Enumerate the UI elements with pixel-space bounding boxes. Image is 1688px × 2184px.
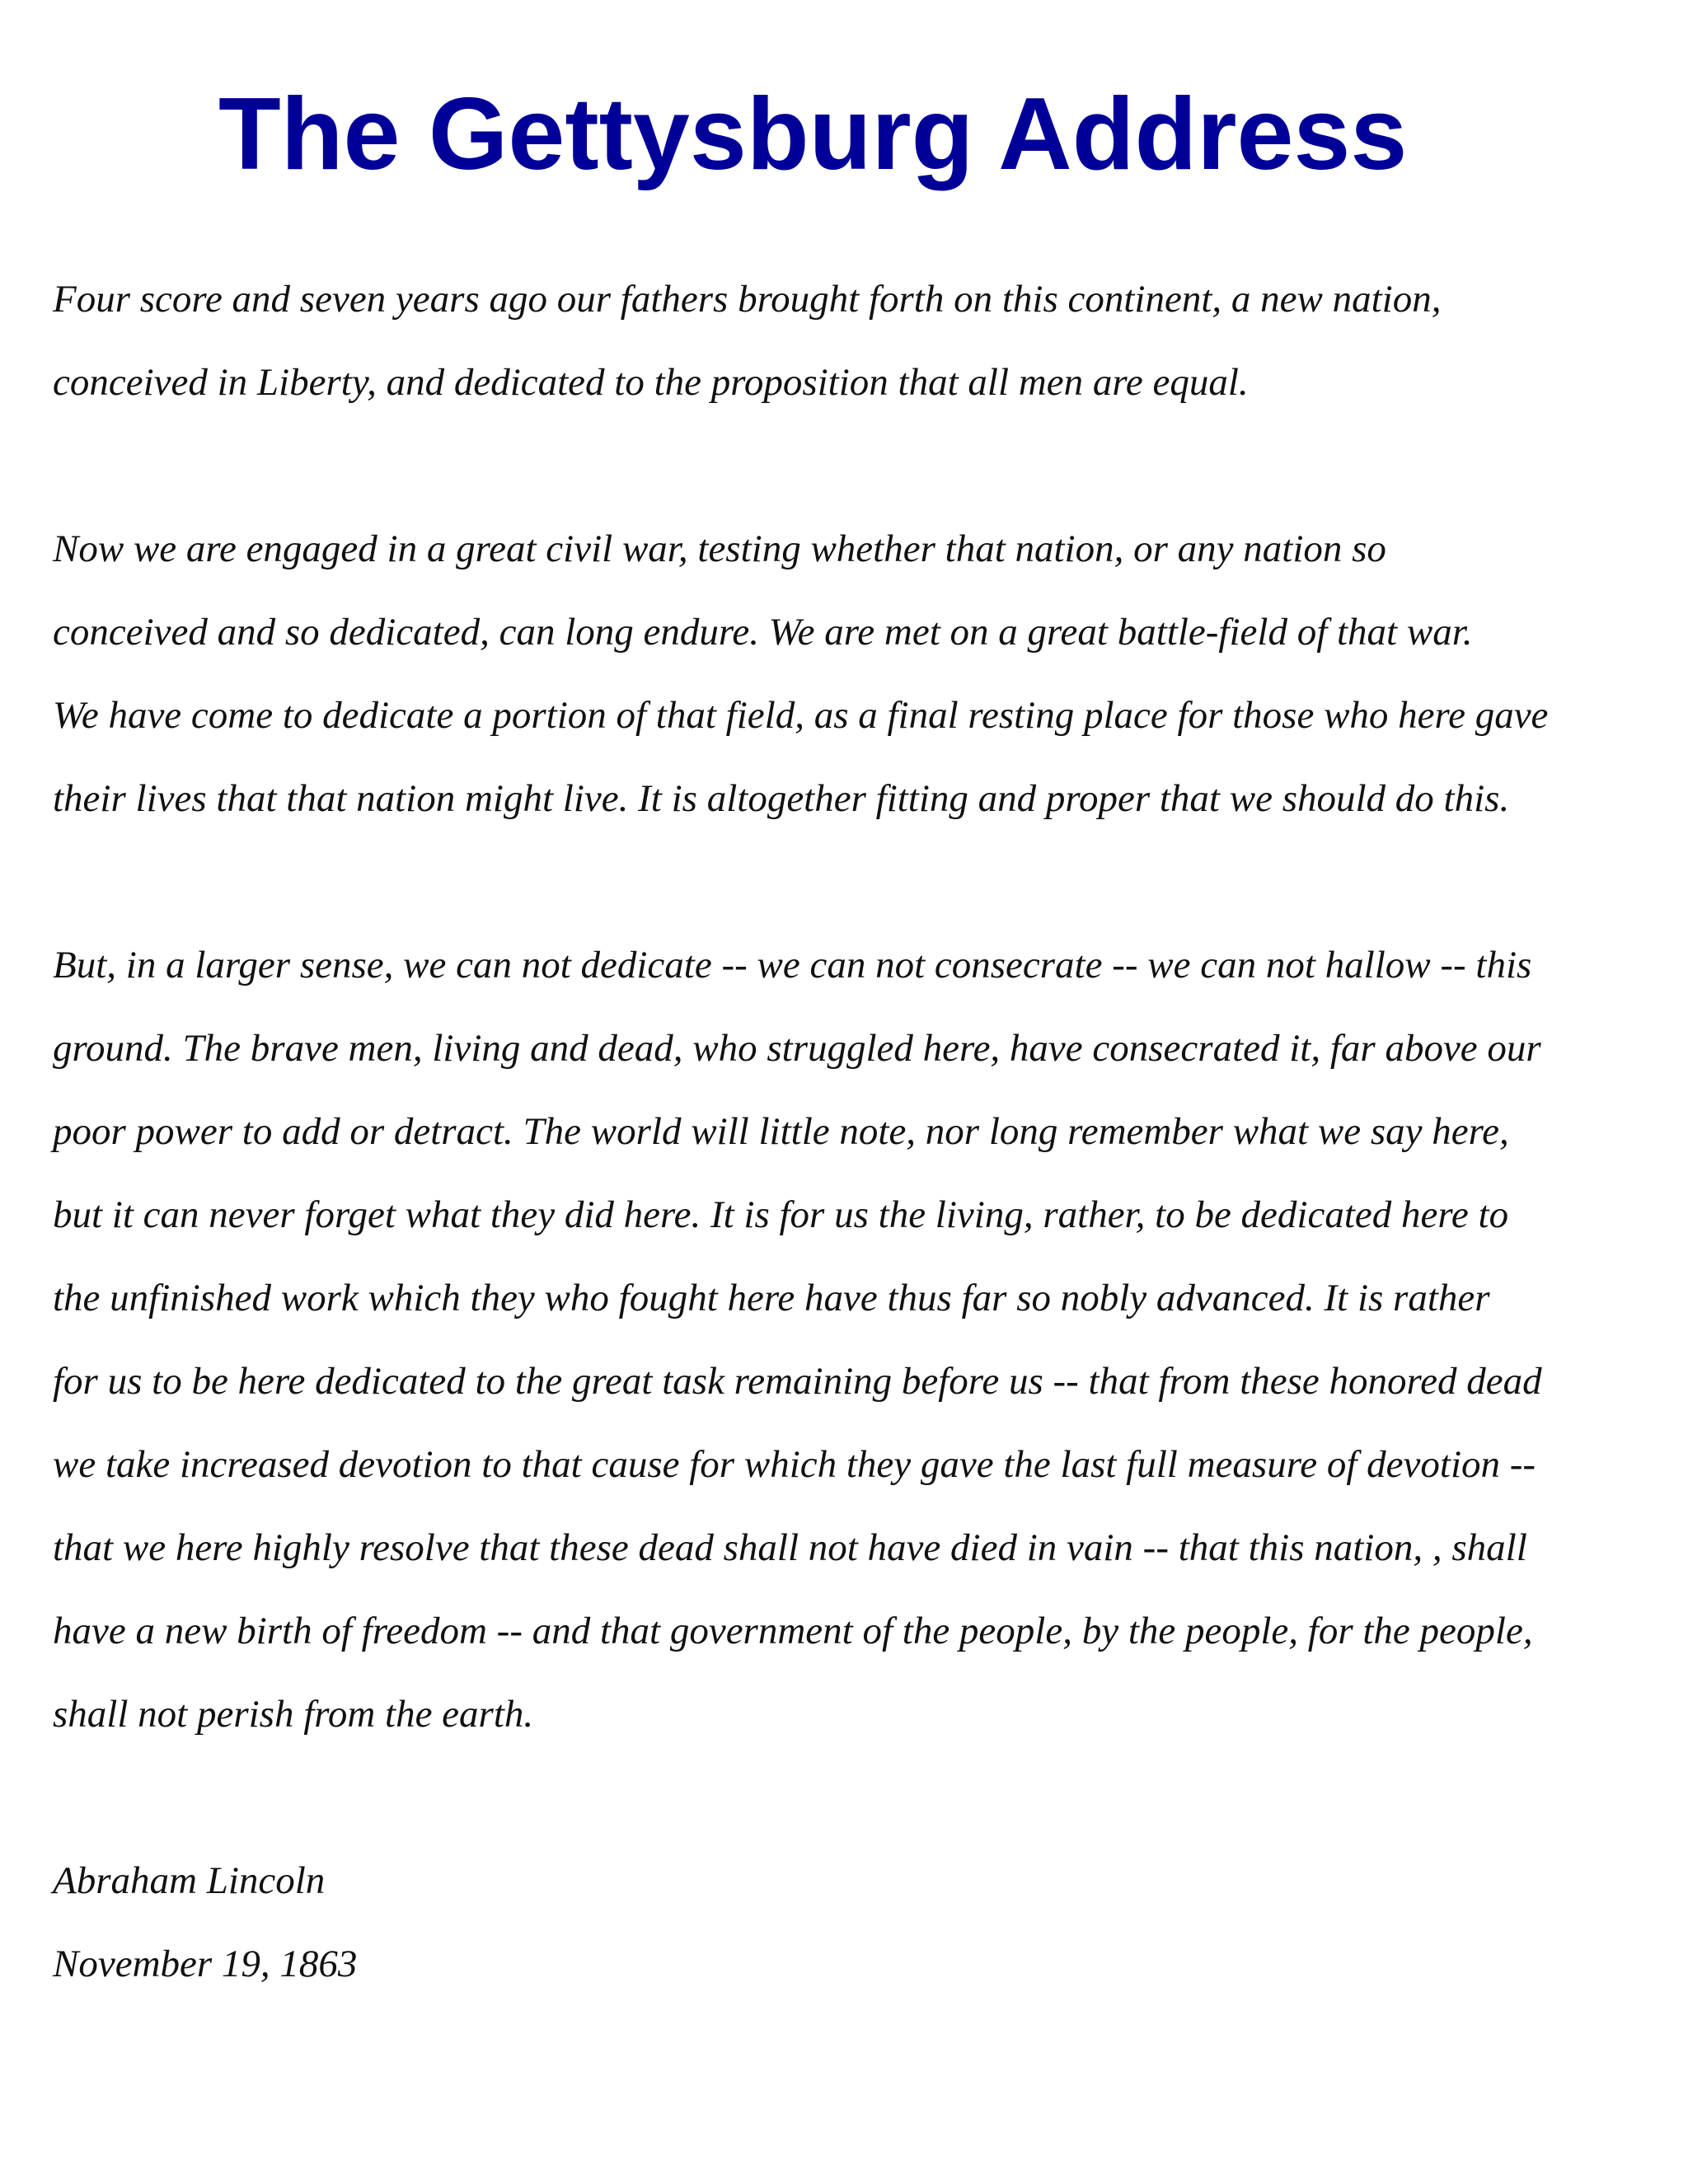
paragraph-gap	[53, 1756, 1668, 1840]
paragraph-gap	[53, 424, 1668, 508]
text-line: But, in a larger sense, we can not dedicate -- we can not consecrate -- we can not hallow -- this	[53, 944, 1532, 987]
text-line: have a new birth of freedom -- and that government of the people, by the people, for the people,	[53, 1610, 1533, 1652]
text-line: ground. The brave men, living and dead, who struggled here, have consecrated it, far above our	[53, 1027, 1541, 1070]
paragraph-gap	[53, 841, 1668, 924]
date: November 19, 1863	[53, 1943, 358, 1985]
paragraph-1	[53, 258, 1668, 424]
text-line: We have come to dedicate a portion of that field, as a final resting place for those who here gave	[53, 694, 1549, 737]
text-line: Four score and seven years ago our fathers brought forth on this continent, a new nation,	[53, 278, 1442, 321]
signature-block	[53, 1840, 1668, 2006]
text-line: conceived in Liberty, and dedicated to the proposition that all men are equal.	[53, 361, 1249, 404]
text-line: but it can never forget what they did here. It is for us the living, rather, to be dedicated here to	[53, 1193, 1509, 1236]
text-line: conceived and so dedicated, can long endure. We are met on a great battle-field of that war.	[53, 611, 1473, 654]
text-line: Now we are engaged in a great civil war, testing whether that nation, or any nation so	[53, 527, 1386, 570]
text-line: that we here highly resolve that these dead shall not have died in vain -- that this nation, , shall	[53, 1526, 1527, 1569]
text-line: the unfinished work which they who fought here have thus far so nobly advanced. It is rather	[53, 1277, 1490, 1319]
signature: Abraham Lincoln	[53, 1859, 326, 1902]
paragraph-2	[53, 508, 1668, 841]
text-line: we take increased devotion to that cause for which they gave the last full measure of devotion --	[53, 1443, 1536, 1486]
document-title: The Gettysburg Address	[218, 77, 1408, 191]
text-line: poor power to add or detract. The world will little note, nor long remember what we say here,	[53, 1110, 1509, 1153]
document-body	[53, 258, 1668, 2006]
text-line: shall not perish from the earth.	[53, 1693, 534, 1736]
text-line: their lives that that nation might live. It is altogether fitting and proper that we should do this.	[53, 777, 1510, 820]
text-line: for us to be here dedicated to the great task remaining before us -- that from these honored dead	[53, 1360, 1542, 1403]
paragraph-3	[53, 924, 1668, 1756]
